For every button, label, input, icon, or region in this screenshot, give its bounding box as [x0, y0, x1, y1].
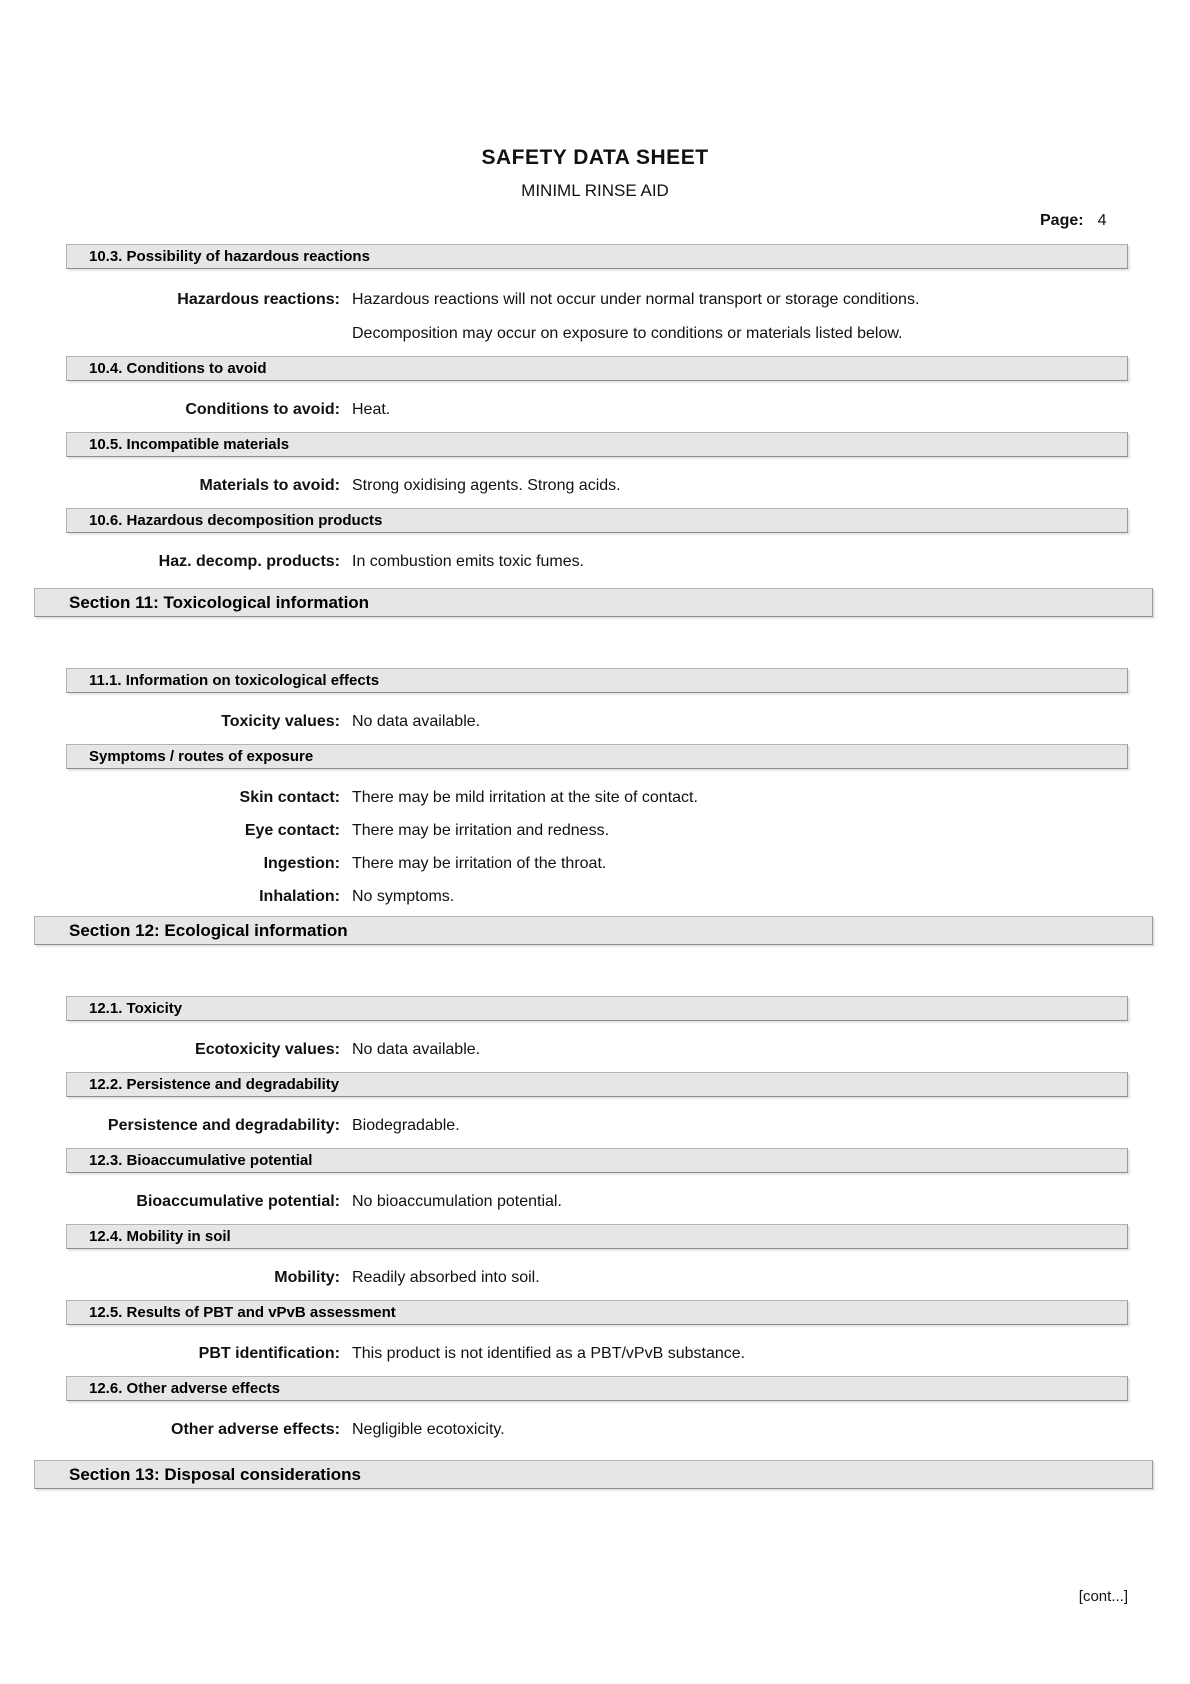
subsection-header-10-3: 10.3. Possibility of hazardous reactions — [66, 244, 1128, 269]
field-label-inhalation: Inhalation: — [259, 888, 340, 905]
subsection-header-11-1: 11.1. Information on toxicological effects — [66, 668, 1128, 693]
page-number-row — [1040, 212, 1106, 230]
subsection-header-12-1: 12.1. Toxicity — [66, 996, 1128, 1021]
field-label-bioaccumulative: Bioaccumulative potential: — [136, 1193, 340, 1210]
field-label-ingestion: Ingestion: — [263, 855, 340, 872]
subsection-header-12-6: 12.6. Other adverse effects — [66, 1376, 1128, 1401]
field-value-persistence: Biodegradable. — [352, 1117, 460, 1134]
page-number-value: 4 — [1097, 212, 1107, 229]
document-title: SAFETY DATA SHEET — [481, 146, 709, 169]
section-header-13: Section 13: Disposal considerations — [34, 1460, 1153, 1489]
field-value-materials-to-avoid: Strong oxidising agents. Strong acids. — [352, 477, 621, 494]
field-value-toxicity-values: No data available. — [352, 713, 481, 730]
field-value-hazardous-reactions-line2: Decomposition may occur on exposure to conditions or materials listed below. — [352, 325, 903, 342]
field-value-inhalation: No symptoms. — [352, 888, 455, 905]
field-label-persistence: Persistence and degradability: — [107, 1117, 340, 1134]
continuation-marker: [cont...] — [1078, 1588, 1128, 1605]
subsection-header-12-5: 12.5. Results of PBT and vPvB assessment — [66, 1300, 1128, 1325]
product-name: MINIML RINSE AID — [521, 181, 669, 200]
field-value-skin-contact: There may be mild irritation at the site of contact. — [352, 789, 698, 806]
field-label-pbt-identification: PBT identification: — [198, 1345, 340, 1362]
subsection-header-12-2: 12.2. Persistence and degradability — [66, 1072, 1128, 1097]
field-value-bioaccumulative: No bioaccumulation potential. — [352, 1193, 562, 1210]
subsection-header-12-3: 12.3. Bioaccumulative potential — [66, 1148, 1128, 1173]
field-value-hazardous-reactions: Hazardous reactions will not occur under normal transport or storage conditions. — [352, 291, 920, 308]
page-label: Page: — [1040, 212, 1084, 229]
field-label-hazardous-reactions: Hazardous reactions: — [177, 291, 340, 308]
field-label-materials-to-avoid: Materials to avoid: — [199, 477, 340, 494]
subsection-header-12-4: 12.4. Mobility in soil — [66, 1224, 1128, 1249]
field-label-other-adverse-effects: Other adverse effects: — [171, 1421, 340, 1438]
field-label-skin-contact: Skin contact: — [239, 789, 340, 806]
field-label-haz-decomp-products: Haz. decomp. products: — [158, 553, 340, 570]
field-label-toxicity-values: Toxicity values: — [221, 713, 340, 730]
section-header-11: Section 11: Toxicological information — [34, 588, 1153, 617]
subsection-header-10-5: 10.5. Incompatible materials — [66, 432, 1128, 457]
field-label-conditions-to-avoid: Conditions to avoid: — [185, 401, 340, 418]
field-value-eye-contact: There may be irritation and redness. — [352, 822, 610, 839]
field-value-ecotoxicity-values: No data available. — [352, 1041, 481, 1058]
subsection-header-10-4: 10.4. Conditions to avoid — [66, 356, 1128, 381]
field-label-eye-contact: Eye contact: — [244, 822, 340, 839]
field-value-pbt-identification: This product is not identified as a PBT/vPvB substance. — [352, 1345, 746, 1362]
field-label-mobility: Mobility: — [274, 1269, 340, 1286]
field-value-conditions-to-avoid: Heat. — [352, 401, 391, 418]
field-value-haz-decomp-products: In combustion emits toxic fumes. — [352, 553, 585, 570]
subsection-header-10-6: 10.6. Hazardous decomposition products — [66, 508, 1128, 533]
section-header-12: Section 12: Ecological information — [34, 916, 1153, 945]
subsection-header-symptoms: Symptoms / routes of exposure — [66, 744, 1128, 769]
field-label-ecotoxicity-values: Ecotoxicity values: — [195, 1041, 340, 1058]
field-value-other-adverse-effects: Negligible ecotoxicity. — [352, 1421, 505, 1438]
field-value-mobility: Readily absorbed into soil. — [352, 1269, 540, 1286]
field-value-ingestion: There may be irritation of the throat. — [352, 855, 607, 872]
